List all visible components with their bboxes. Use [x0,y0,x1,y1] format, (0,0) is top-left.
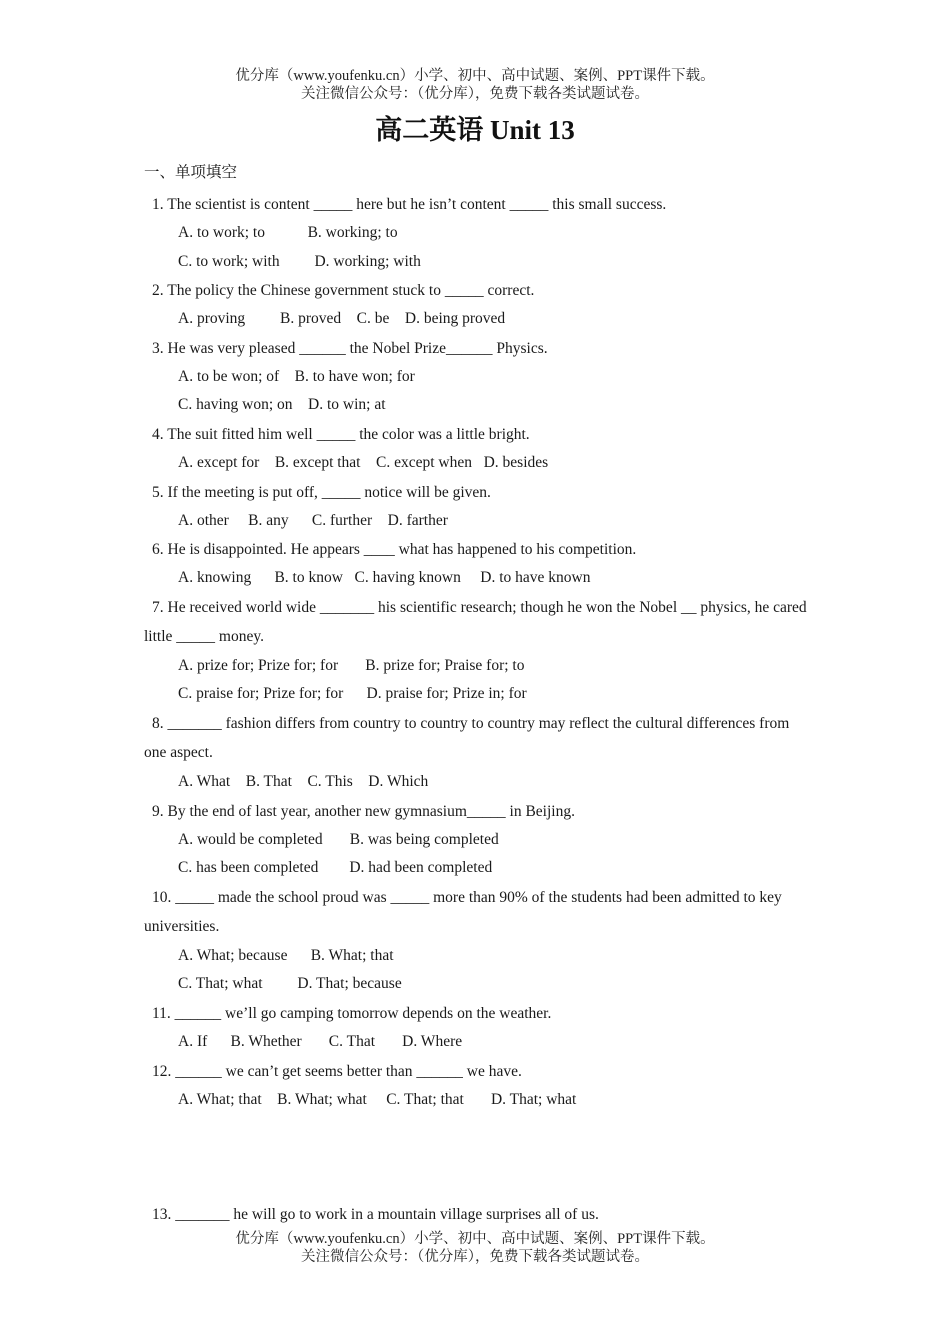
document-title: 高二英语 Unit 13 [375,115,575,145]
options-line: A. to work; to B. working; to [178,224,398,241]
question-stem: 12. ______ we can’t get seems better than ______ we have. [152,1062,522,1080]
question-stem: 6. He is disappointed. He appears ____ what has happened to his competition. [152,541,637,559]
question-6 [144,535,814,593]
options-line: A. knowing B. to know C. having known D. to have known [178,569,591,587]
question-stem: 8. _______ fashion differs from country to country to country may reflect the cultural differences from one aspect. [144,714,790,762]
question-12 [144,1057,814,1115]
question-stem: 5. If the meeting is put off, _____ notice will be given. [152,483,491,501]
footer-line-2: 关注微信公众号：（优分库），免费下载各类试题试卷。 [301,1249,649,1265]
page-footer [0,1230,950,1266]
header-line-1: 优分库（www.youfenku.cn）小学、初中、高中试题、案例、PPT课件下载。 [235,68,715,84]
header-line-2: 关注微信公众号：（优分库），免费下载各类试题试卷。 [301,86,649,102]
options-line: A. other B. any C. further D. farther [178,511,448,529]
options-line: A. What B. That C. This D. Which [178,772,429,790]
question-8 [144,709,814,797]
question-stem: 10. _____ made the school proud was _____ more than 90% of the students had been admitted to key universities. [144,888,782,936]
question-stem: 11. ______ we’ll go camping tomorrow depends on the weather. [152,1004,552,1022]
question-1 [144,190,814,276]
options-line: A. prize for; Prize for; for B. prize for; Praise for; to [178,656,525,674]
question-10 [144,883,814,999]
options-line: A. except for B. except that C. except when D. besides [178,453,549,471]
options-line: A. If B. Whether C. That D. Where [178,1032,463,1050]
question-13 [144,1200,814,1229]
question-9 [144,797,814,883]
options-line: A. to be won; of B. to have won; for [178,367,415,385]
question-2 [144,276,814,334]
question-stem: 7. He received world wide _______ his scientific research; though he won the Nobel __ physics, he cared little _____ money. [144,598,807,646]
question-list [144,190,814,1229]
question-3 [144,334,814,420]
question-stem: 1. The scientist is content _____ here but he isn’t content _____ this small success. [152,196,667,213]
question-stem: 13. _______ he will go to work in a mountain village surprises all of us. [152,1206,599,1224]
question-11 [144,999,814,1057]
options-line: A. would be completed B. was being completed [178,830,499,848]
question-stem: 2. The policy the Chinese government stuck to _____ correct. [152,282,535,300]
section-title: 一、单项填空 [144,164,238,181]
question-5 [144,478,814,536]
question-4 [144,420,814,478]
blank-space [144,1114,814,1200]
question-7 [144,593,814,709]
options-line: C. to work; with D. working; with [178,252,421,270]
question-stem: 9. By the end of last year, another new gymnasium_____ in Beijing. [152,802,575,820]
options-line: A. What; because B. What; that [178,946,394,964]
question-stem: 4. The suit fitted him well _____ the color was a little bright. [152,425,530,443]
question-stem: 3. He was very pleased ______ the Nobel Prize______ Physics. [152,339,548,357]
footer-line-1: 优分库（www.youfenku.cn）小学、初中、高中试题、案例、PPT课件下载。 [235,1231,715,1247]
page-header [0,67,950,103]
options-line: C. having won; on D. to win; at [178,396,386,414]
options-line: C. has been completed D. had been completed [178,859,493,877]
options-line: C. praise for; Prize for; for D. praise for; Prize in; for [178,685,527,703]
options-line: A. What; that B. What; what C. That; that D. That; what [178,1090,577,1108]
options-line: C. That; what D. That; because [178,975,402,993]
options-line: A. proving B. proved C. be D. being proved [178,310,506,328]
